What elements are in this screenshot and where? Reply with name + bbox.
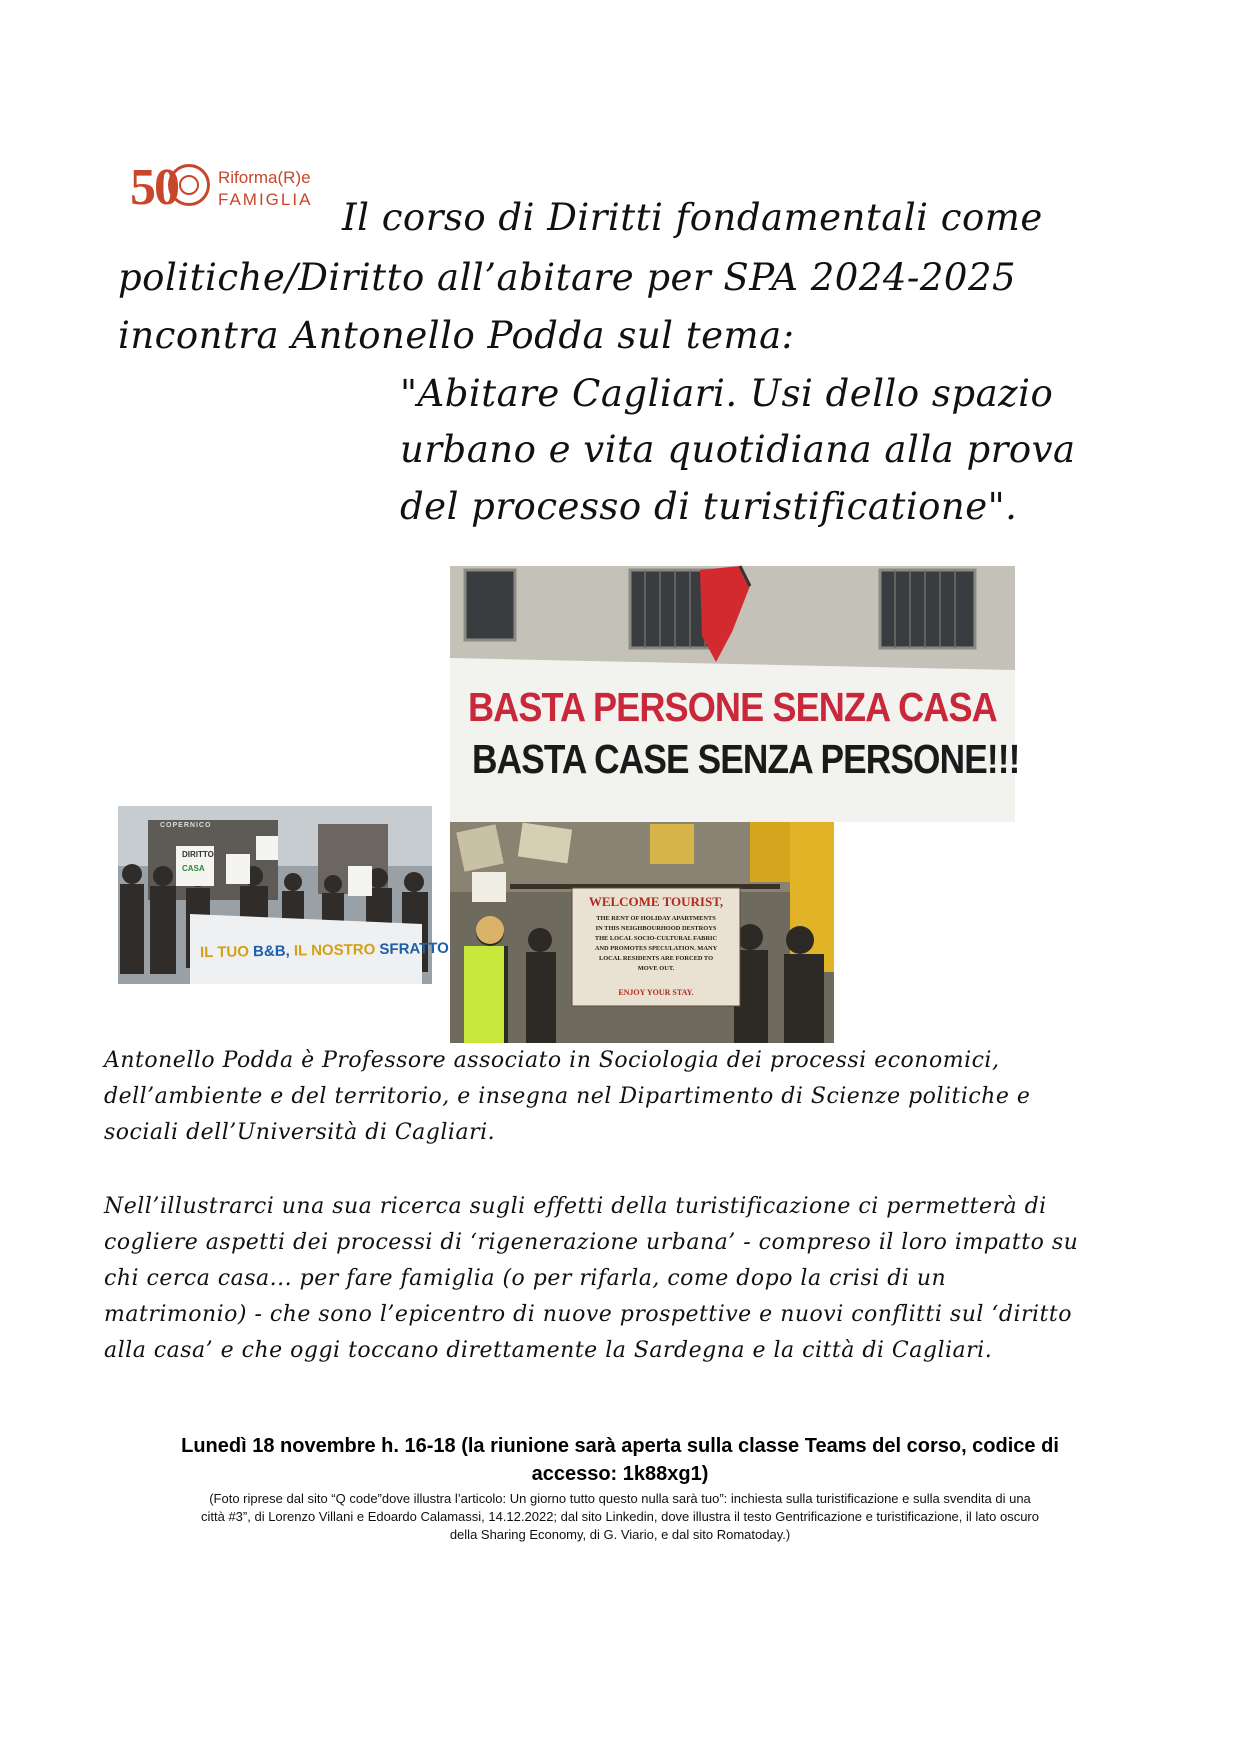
building-sign: COPERNICO xyxy=(160,822,212,829)
event-line-1: Lunedì 18 novembre h. 16-18 (la riunione sarà aperta sulla classe Teams del corso, codice di xyxy=(181,1435,1059,1457)
desc-line-1: Nell’illustrarci una sua ricerca sugli effetti della turistificazione ci permetterà di xyxy=(104,1194,1047,1219)
logo-number: 50 xyxy=(130,159,178,216)
title-line-2: politiche/Diritto all’abitare per SPA 2024-2025 xyxy=(118,256,1017,299)
photo-credits xyxy=(100,1490,1140,1544)
topic-line-1: "Abitare Cagliari. Usi dello spazio xyxy=(400,372,1054,415)
riforma-famiglia-logo xyxy=(130,160,330,220)
bio-line-3: sociali dell’Università di Cagliari. xyxy=(104,1120,496,1145)
credits-line-1: (Foto riprese dal sito “Q code”dove illustra l’articolo: Un giorno tutto questo nulla sarà tuo”: inchiesta sulla turistificazione e sulla svendita di una xyxy=(209,1491,1031,1506)
title-line-1: Il corso di Diritti fondamentali come xyxy=(342,196,1043,239)
banner-slogan-line-1: BASTA PERSONE SENZA CASA xyxy=(468,684,997,730)
credits-line-2: città #3”, di Lorenzo Villani e Edoardo Calamassi, 14.12.2022; dal sito Linkedin, dove illustra il testo Gentrificazione e turistificazione, il lato oscuro xyxy=(201,1509,1039,1524)
desc-line-3: chi cerca casa... per fare famiglia (o per rifarla, come dopo la crisi di un xyxy=(104,1266,947,1291)
tourist-march-photo xyxy=(450,822,834,1043)
protest-sign-diritto: DIRITTO xyxy=(182,850,214,859)
bio-line-1: Antonello Podda è Professore associato in Sociologia dei processi economici, xyxy=(104,1048,1000,1073)
protest-banner-text: IL TUO B&B, IL NOSTRO SFRATTO xyxy=(199,939,450,962)
tourist-sign-body: THE RENT OF HOLIDAY APARTMENTS IN THIS NEIGHBOURHOOD DESTROYS THE LOCAL SOCIO-CULTURAL FABRIC AND PROMOTES SPECULATION. MANY LOCAL RESIDENTS ARE FORCED TO MOVE OUT. xyxy=(594,915,718,972)
banner-photo xyxy=(450,566,1020,822)
event-line-2: accesso: 1k88xg1) xyxy=(531,1463,709,1485)
tourist-sign-footer: ENJOY YOUR STAY. xyxy=(618,988,694,997)
logo-text-famiglia: FAMIGLIA xyxy=(218,190,313,209)
topic-line-2: urbano e vita quotidiana alla prova xyxy=(400,428,1076,471)
topic-line-3: del processo di turistificatione". xyxy=(400,485,1018,528)
seal-icon xyxy=(168,164,210,206)
event-details xyxy=(100,1432,1140,1488)
desc-line-2: cogliere aspetti dei processi di ‘rigenerazione urbana’ - compreso il loro impatto su xyxy=(104,1230,1079,1255)
credits-line-3: della Sharing Economy, di G. Viario, e dal sito Romatoday.) xyxy=(449,1527,791,1542)
banner-slogan-line-2: BASTA CASE SENZA PERSONE!!! xyxy=(472,736,1020,782)
protest-photo xyxy=(118,806,450,984)
protest-sign-casa: CASA xyxy=(182,864,205,873)
desc-line-4: matrimonio) - che sono l’epicentro di nuove prospettive e nuovi conflitti sul ‘diritto xyxy=(104,1302,1072,1327)
bio-line-2: dell’ambiente e del territorio, e insegna nel Dipartimento di Scienze politiche e xyxy=(104,1084,1031,1109)
logo-text-riforma: Riforma(R)e xyxy=(218,168,311,187)
desc-line-5: alla casa’ e che oggi toccano direttamente la Sardegna e la città di Cagliari. xyxy=(104,1338,993,1363)
title-line-3: incontra Antonello Podda sul tema: xyxy=(118,314,795,357)
tourist-sign-heading: WELCOME TOURIST, xyxy=(588,894,724,909)
